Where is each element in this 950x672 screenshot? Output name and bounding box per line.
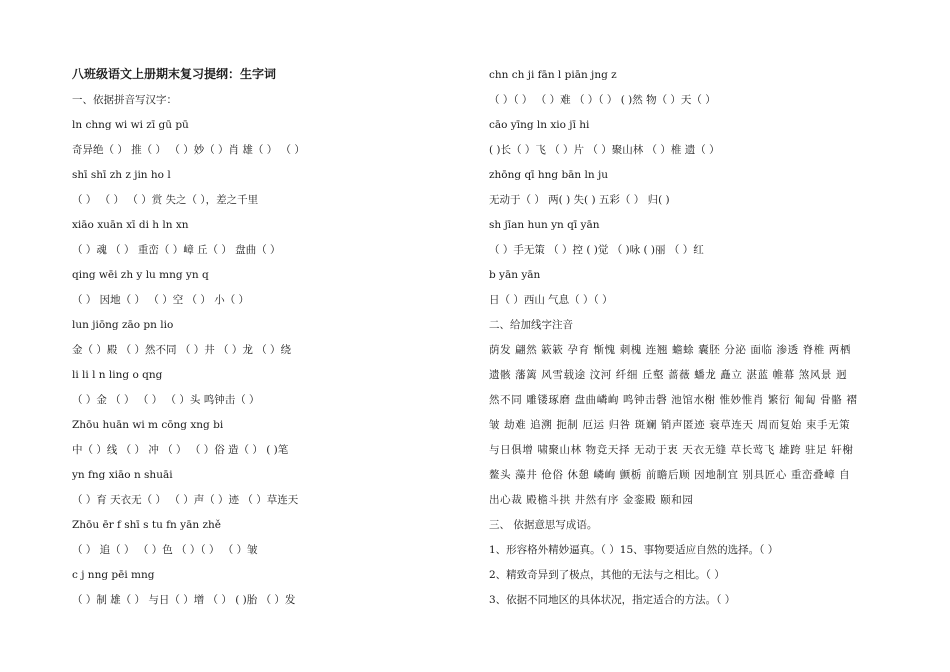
- vocabulary-line: 与日俱增 啸聚山林 物竞天择 无动于衷 天衣无缝 草长莺飞 雄跨 驻足 轩榭: [489, 444, 854, 456]
- exercise-line: （ ）手无策 （ ）控 ( )觉 （ )咏 ( )丽 （ ）红: [489, 244, 704, 256]
- pinyin-line: b yān yān: [489, 269, 541, 281]
- pinyin-line: yn fng xiāo n shuāi: [72, 469, 173, 481]
- section-heading: 三、 依据意思写成语。: [489, 519, 598, 531]
- pinyin-line: Zhōu huān wi m cōng xng bi: [72, 419, 224, 431]
- vocabulary-line: 皱 劫难 追溯 扼制 厄运 归咎 斑斓 销声匿迹 衰草连天 周而复始 束手无策: [489, 419, 851, 431]
- pinyin-line: sh jīan hun yn qī yān: [489, 219, 600, 231]
- pinyin-line: zhōng qī hng bān ln ju: [489, 169, 608, 181]
- exercise-line: （ ）制 雄（ ） 与日（ ）增 （ ） ( )胎 （ ）发: [72, 594, 296, 606]
- exercise-line: ( )长（ ）飞 （ ）片 （ ）聚山林 （ ）椎 遗（ ）: [489, 144, 720, 156]
- vocabulary-line: 然不同 雕镂琢磨 盘曲嶙峋 鸣钟击磬 池馆水榭 惟妙惟肖 繁衍 匍匐 骨骼 褶: [489, 394, 858, 406]
- pinyin-line: ln chng wi wi zī gū pū: [72, 119, 189, 131]
- document-title: 八班级语文上册期末复习提纲：生字词: [72, 67, 277, 81]
- section-heading: 一、依据拼音写汉字：: [72, 94, 177, 106]
- exercise-line: 日（ ）西山 气息（ ）（ ）: [489, 294, 613, 306]
- exercise-line: 奇异绝（ ） 推（ ） （ ）妙（ ）肖 雄（ ） （ ）: [72, 144, 305, 156]
- pinyin-line: li li l n ling o qng: [72, 369, 163, 381]
- exercise-line: （ ）金 （ ） （ ） （ ）头 鸣钟击（ ）: [72, 394, 260, 406]
- section-heading: 二、给加线字注音: [489, 319, 573, 331]
- exercise-line: （ ） （ ） （ ）赏 失之（ ），差之千里: [72, 194, 259, 206]
- pinyin-line: shī shī zh z jin ho l: [72, 169, 171, 181]
- question-line: 2、精致奇异到了极点，其他的无法与之相比。（ ）: [489, 569, 725, 581]
- exercise-line: （ ）（ ） （ ）难 （ ）（ ） ( )然 物（ ）天（ ）: [489, 94, 716, 106]
- exercise-line: （ ）育 天衣无（ ） （ ）声（ ）迹 （ ）草连天: [72, 494, 299, 506]
- question-line: 1、形容格外精妙逼真。（ ）15、事物要适应自然的选择。（ ）: [489, 544, 779, 556]
- pinyin-line: qing wēi zh y lu mng yn q: [72, 269, 209, 281]
- vocabulary-line: 出心裁 殿檐斗拱 井然有序 金銮殿 颐和园: [489, 494, 694, 506]
- pinyin-line: Zhōu ēr f shī s tu fn yān zhě: [72, 519, 221, 531]
- vocabulary-line: 遗骸 藩篱 风雪载途 汶河 纤细 丘壑 蔷薇 蟠龙 矗立 湛蓝 帷幕 煞风景 迥: [489, 369, 848, 381]
- exercise-line: 金（ ）殿 （ ）然不同 （ ）井 （ ）龙 （ ）绕: [72, 344, 292, 356]
- pinyin-line: cāo yīng ln xio jī hi: [489, 119, 590, 131]
- question-line: 3、依据不同地区的具体状况，指定适合的方法。（ ）: [489, 594, 736, 606]
- exercise-line: （ ）魂 （ ） 重峦（ ）嶂 丘（ ） 盘曲（ ）: [72, 244, 281, 256]
- exercise-line: （ ） 因地（ ） （ ）空 （ ） 小（ ）: [72, 294, 250, 306]
- exercise-line: （ ） 追（ ） （ ）色 （ ）（ ） （ ）皱: [72, 544, 258, 556]
- exercise-line: 中（ ）线 （ ） 冲 （ ） （ ）俗 造（ ） ( )笔: [72, 444, 289, 456]
- vocabulary-line: 鳌头 藻井 伧俗 休憩 嶙峋 颤栃 前瞻后顾 因地制宜 别具匠心 重峦叠嶂 自: [489, 469, 851, 481]
- pinyin-line: chn ch ji fān l piān jng z: [489, 69, 617, 81]
- exercise-line: 无动于（ ） 两( ) 失( ) 五彩（ ） 归( ): [489, 194, 670, 206]
- vocabulary-line: 荫发 翩然 簌簌 孕育 惭愧 刺槐 连翘 蟾蜍 囊胚 分泌 面临 渗透 脊椎 两栖: [489, 344, 851, 356]
- pinyin-line: c j nng pēi mng: [72, 569, 155, 581]
- pinyin-line: lun jiōng zāo pn lio: [72, 319, 174, 331]
- pinyin-line: xiāo xuān xī di h ln xn: [72, 219, 189, 231]
